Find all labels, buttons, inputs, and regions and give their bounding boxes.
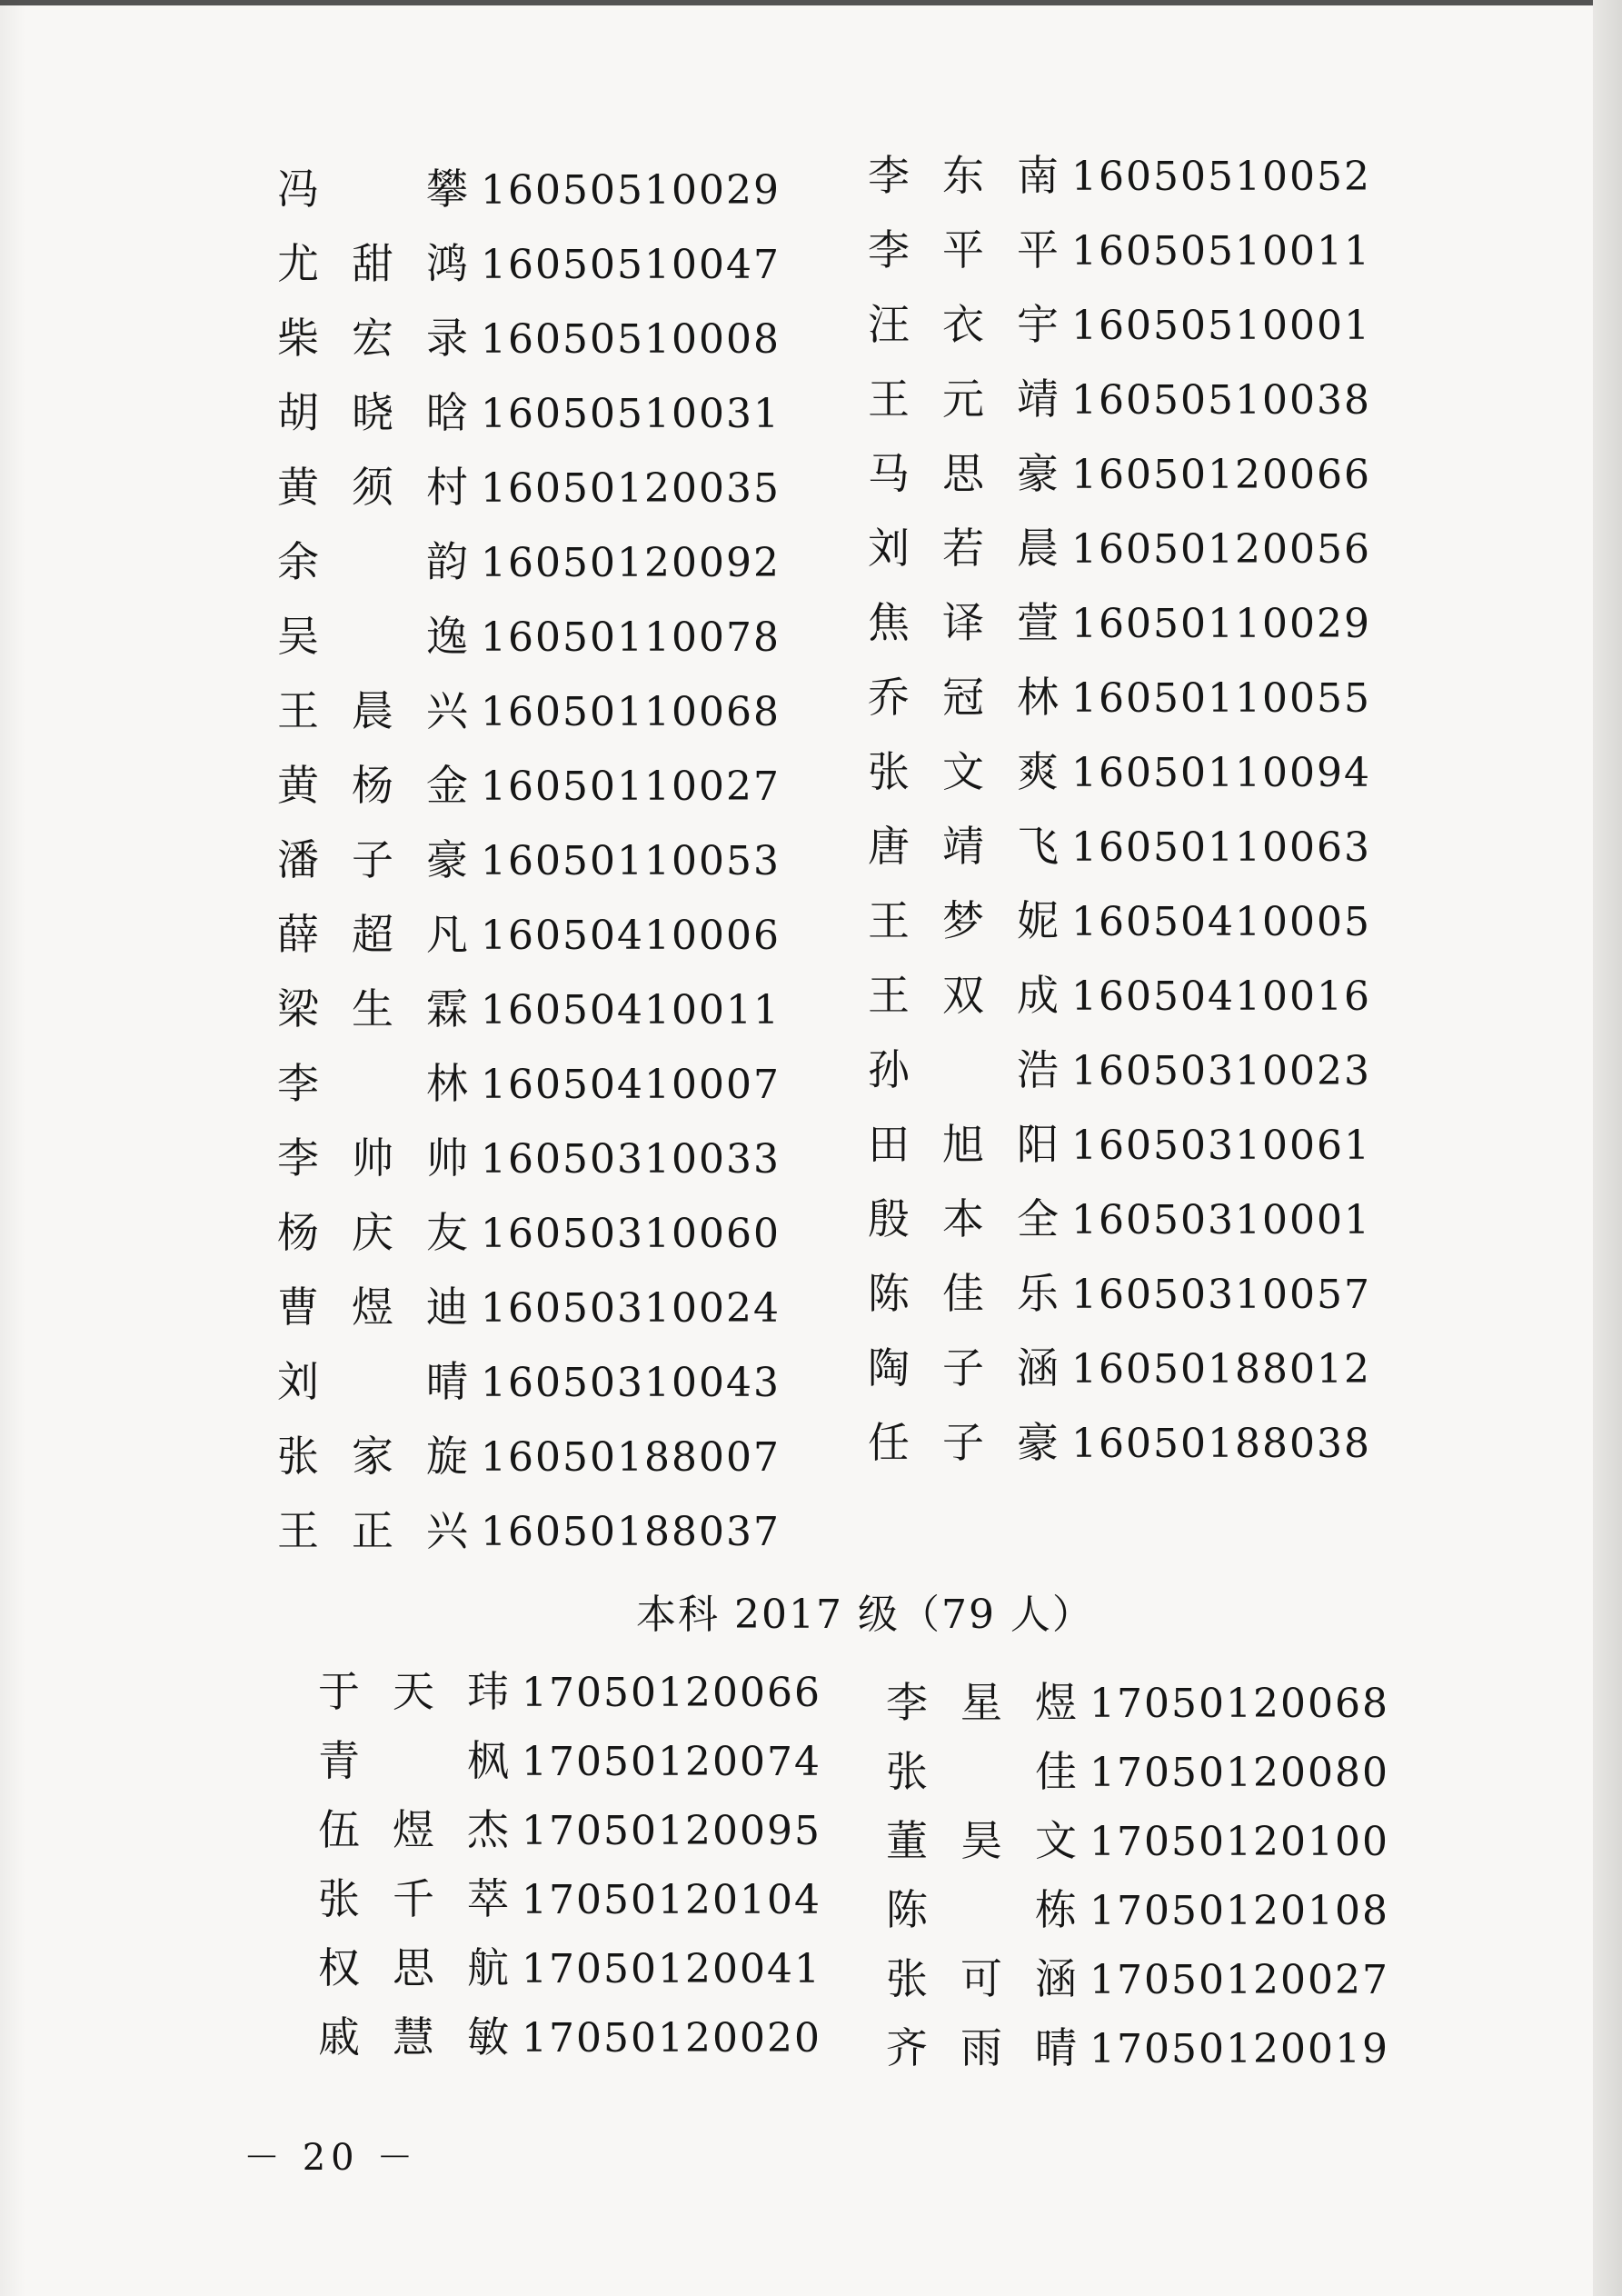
list-item xyxy=(277,165,781,214)
list-item xyxy=(868,896,1371,945)
list-item xyxy=(868,524,1371,573)
student-id: 16050110029 xyxy=(1071,601,1371,647)
student-name: 任子豪 xyxy=(868,1418,1059,1467)
student-id: 16050510052 xyxy=(1071,154,1371,200)
list-item xyxy=(886,1885,1389,1934)
list-item xyxy=(868,971,1371,1020)
list-item xyxy=(868,598,1371,647)
student-name: 李东南 xyxy=(868,151,1059,200)
list-item xyxy=(868,673,1371,722)
student-id: 16050110027 xyxy=(481,764,781,810)
student-id: 16050120056 xyxy=(1071,526,1371,573)
list-item xyxy=(868,1418,1371,1467)
student-id: 16050310033 xyxy=(481,1136,781,1183)
student-id: 16050120092 xyxy=(481,540,781,586)
student-name: 陈佳乐 xyxy=(868,1269,1059,1318)
student-id: 16050410011 xyxy=(481,987,781,1033)
student-id: 16050310023 xyxy=(1071,1048,1371,1094)
page-number: － 20 － xyxy=(244,2137,419,2179)
student-id: 16050120066 xyxy=(1071,452,1371,498)
student-name: 王梦妮 xyxy=(868,896,1059,945)
student-name: 李林 xyxy=(277,1059,468,1108)
student-name: 乔冠林 xyxy=(868,673,1059,722)
student-id: 17050120066 xyxy=(522,1670,821,1716)
student-id: 16050110063 xyxy=(1071,824,1371,871)
student-name: 刘若晨 xyxy=(868,524,1059,573)
list-item xyxy=(868,151,1371,200)
list-item xyxy=(886,1747,1389,1796)
student-name: 田旭阳 xyxy=(868,1120,1059,1169)
list-item xyxy=(868,747,1371,796)
student-name: 汪衣宇 xyxy=(868,300,1059,349)
student-id: 16050188012 xyxy=(1071,1346,1371,1393)
student-name: 殷本全 xyxy=(868,1194,1059,1243)
list-item xyxy=(868,1343,1371,1393)
student-id: 17050120019 xyxy=(1090,2026,1389,2072)
list-item xyxy=(277,984,781,1033)
student-name: 潘子豪 xyxy=(277,835,468,884)
student-name: 陈栋 xyxy=(886,1885,1077,1934)
list-item xyxy=(318,1805,821,1854)
student-id: 16050410016 xyxy=(1071,973,1371,1020)
list-item xyxy=(277,835,781,884)
student-name: 戚慧敏 xyxy=(318,2012,509,2061)
list-item xyxy=(277,1208,781,1257)
list-item xyxy=(868,1269,1371,1318)
student-name: 张文爽 xyxy=(868,747,1059,796)
student-name: 梁生霖 xyxy=(277,984,468,1033)
list-item xyxy=(277,761,781,810)
section-heading-2017: 本科 2017 级（79 人） xyxy=(636,1592,1094,1638)
student-id: 16050188038 xyxy=(1071,1421,1371,1467)
list-item xyxy=(868,374,1371,424)
list-item xyxy=(318,1736,821,1785)
list-item xyxy=(277,239,781,288)
student-id: 16050510008 xyxy=(481,316,781,363)
student-name: 刘晴 xyxy=(277,1357,468,1406)
student-id: 17050120027 xyxy=(1090,1957,1389,2003)
student-id: 16050110078 xyxy=(481,614,781,661)
list-item xyxy=(868,225,1371,275)
student-id: 16050410005 xyxy=(1071,899,1371,945)
student-name: 陶子涵 xyxy=(868,1343,1059,1393)
student-name: 曹煜迪 xyxy=(277,1283,468,1332)
student-id: 16050510038 xyxy=(1071,377,1371,424)
list-item xyxy=(886,2023,1389,2072)
student-name: 青枫 xyxy=(318,1736,509,1785)
student-name: 李平平 xyxy=(868,225,1059,275)
student-id: 17050120041 xyxy=(522,1946,821,1992)
list-item xyxy=(277,1283,781,1332)
list-item xyxy=(277,463,781,512)
student-id: 17050120020 xyxy=(522,2015,821,2061)
list-item xyxy=(868,822,1371,871)
student-name: 杨庆友 xyxy=(277,1208,468,1257)
student-id: 16050310061 xyxy=(1071,1123,1371,1169)
list-item xyxy=(277,910,781,959)
list-item xyxy=(868,300,1371,349)
student-id: 16050120035 xyxy=(481,465,781,512)
student-id: 16050310043 xyxy=(481,1360,781,1406)
student-id: 16050110094 xyxy=(1071,750,1371,796)
student-name: 张可涵 xyxy=(886,1954,1077,2003)
student-id: 16050510029 xyxy=(481,167,781,214)
list-item xyxy=(277,537,781,586)
student-name: 齐雨晴 xyxy=(886,2023,1077,2072)
student-id: 17050120108 xyxy=(1090,1888,1389,1934)
scan-right-strip xyxy=(1593,0,1622,2296)
student-name: 张千萃 xyxy=(318,1874,509,1923)
list-item xyxy=(277,686,781,735)
student-id: 16050310024 xyxy=(481,1285,781,1332)
student-id: 17050120104 xyxy=(522,1877,821,1923)
student-name: 冯攀 xyxy=(277,165,468,214)
list-item xyxy=(277,1432,781,1481)
student-name: 李星煜 xyxy=(886,1678,1077,1727)
student-name: 李帅帅 xyxy=(277,1133,468,1183)
student-name: 王晨兴 xyxy=(277,686,468,735)
student-name: 焦译萱 xyxy=(868,598,1059,647)
student-id: 17050120074 xyxy=(522,1739,821,1785)
list-item xyxy=(277,1133,781,1183)
student-id: 16050188007 xyxy=(481,1434,781,1481)
student-id: 16050310057 xyxy=(1071,1272,1371,1318)
student-id: 16050510001 xyxy=(1071,303,1371,349)
student-name: 王双成 xyxy=(868,971,1059,1020)
student-name: 胡晓晗 xyxy=(277,388,468,437)
list-item xyxy=(868,1194,1371,1243)
student-name: 黄须村 xyxy=(277,463,468,512)
student-name: 权思航 xyxy=(318,1943,509,1992)
student-id: 16050188037 xyxy=(481,1509,781,1555)
list-item xyxy=(886,1678,1389,1727)
student-id: 16050410007 xyxy=(481,1062,781,1108)
student-name: 张家旋 xyxy=(277,1432,468,1481)
student-id: 16050510031 xyxy=(481,391,781,437)
student-id: 16050110055 xyxy=(1071,675,1371,722)
list-item xyxy=(886,1954,1389,2003)
student-name: 伍煜杰 xyxy=(318,1805,509,1854)
student-id: 17050120100 xyxy=(1090,1819,1389,1865)
list-item xyxy=(277,388,781,437)
student-name: 余韵 xyxy=(277,537,468,586)
scan-top-edge xyxy=(0,0,1622,5)
list-item xyxy=(277,1059,781,1108)
list-item xyxy=(277,1357,781,1406)
list-item xyxy=(318,1874,821,1923)
student-name: 孙浩 xyxy=(868,1045,1059,1094)
list-item xyxy=(318,2012,821,2061)
student-id: 16050110053 xyxy=(481,838,781,884)
student-id: 16050310060 xyxy=(481,1211,781,1257)
student-name: 张佳 xyxy=(886,1747,1077,1796)
student-name: 王正兴 xyxy=(277,1506,468,1555)
student-name: 王元靖 xyxy=(868,374,1059,424)
list-item xyxy=(868,449,1371,498)
student-id: 16050110068 xyxy=(481,689,781,735)
list-item xyxy=(886,1816,1389,1865)
list-item xyxy=(277,314,781,363)
list-item xyxy=(318,1667,821,1716)
student-id: 16050410006 xyxy=(481,913,781,959)
list-item xyxy=(277,612,781,661)
list-item xyxy=(868,1120,1371,1169)
student-name: 薛超凡 xyxy=(277,910,468,959)
student-name: 柴宏录 xyxy=(277,314,468,363)
student-name: 于天玮 xyxy=(318,1667,509,1716)
student-name: 尤甜鸿 xyxy=(277,239,468,288)
list-item xyxy=(318,1943,821,1992)
student-id: 17050120095 xyxy=(522,1808,821,1854)
student-name: 唐靖飞 xyxy=(868,822,1059,871)
student-name: 马思豪 xyxy=(868,449,1059,498)
student-id: 16050510047 xyxy=(481,242,781,288)
student-id: 17050120068 xyxy=(1090,1681,1389,1727)
student-name: 董昊文 xyxy=(886,1816,1077,1865)
student-id: 16050510011 xyxy=(1071,228,1371,275)
student-name: 黄杨金 xyxy=(277,761,468,810)
list-item xyxy=(277,1506,781,1555)
student-id: 17050120080 xyxy=(1090,1750,1389,1796)
student-name: 吴逸 xyxy=(277,612,468,661)
student-id: 16050310001 xyxy=(1071,1197,1371,1243)
list-item xyxy=(868,1045,1371,1094)
